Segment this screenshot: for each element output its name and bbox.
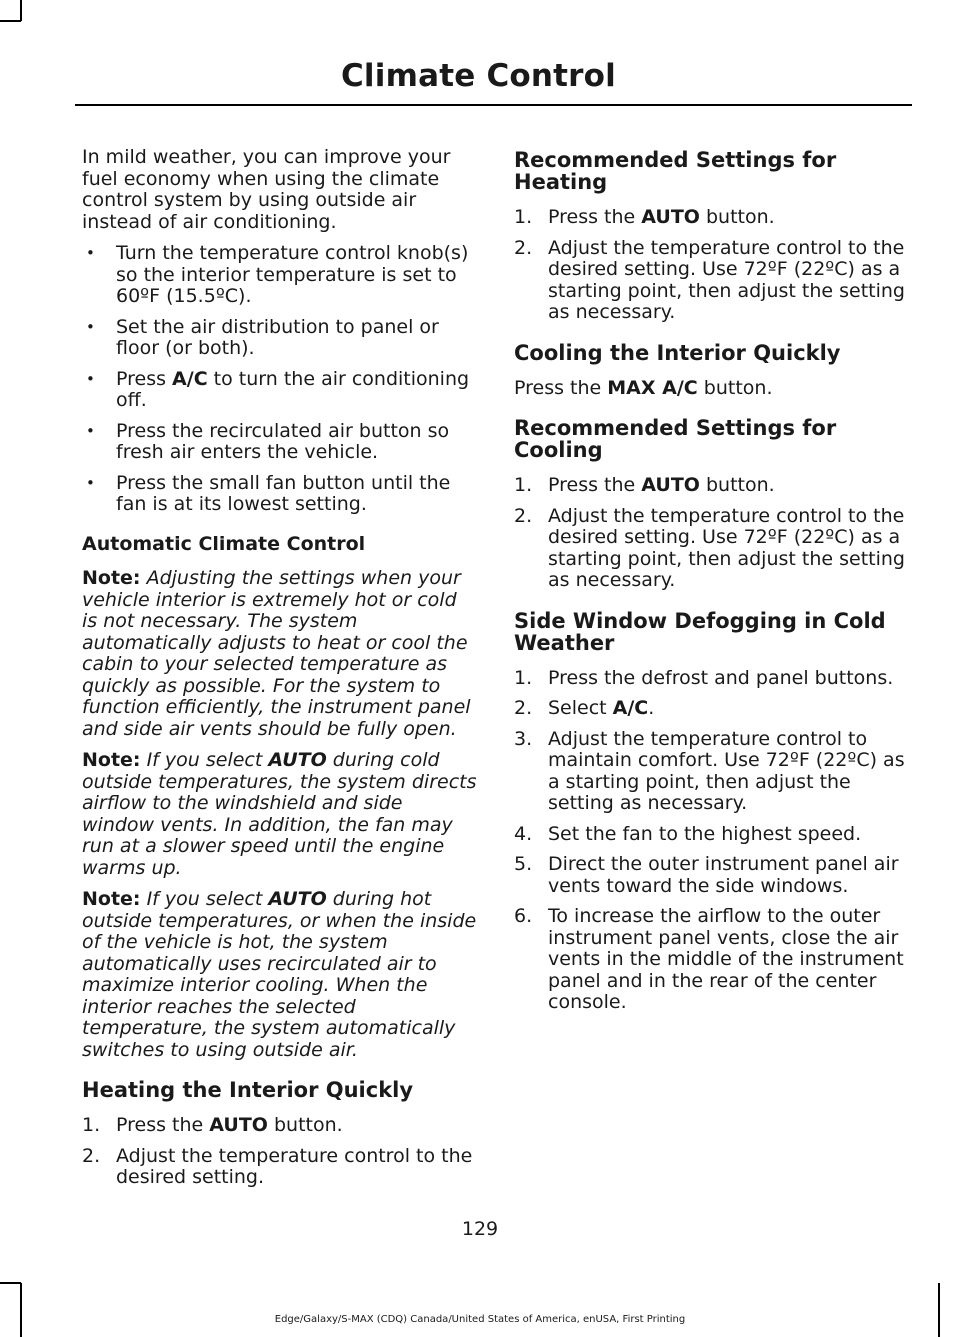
- crop-mark: [0, 1282, 21, 1284]
- list-item: 2. Adjust the temperature control to the desired setting. Use 72ºF (22ºC) as a starting point, then adjust the setting as necessary.: [514, 236, 905, 323]
- intro-paragraph: In mild weather, you can improve your fuel economy when using the climate control system by using outside air instead of air conditioning.: [82, 146, 451, 233]
- crop-mark: [0, 20, 21, 22]
- list-item: • Turn the temperature control knob(s) so the interior temperature is set to 60ºF (15.5ºC).: [82, 243, 477, 308]
- list-item: 1. Press the AUTO button.: [82, 1114, 343, 1136]
- list-item: 5. Direct the outer instrument panel air vents toward the side windows.: [514, 853, 899, 897]
- section-heading-recommended-cooling: Recommended Settings for Cooling: [514, 416, 837, 462]
- crop-mark: [20, 1283, 22, 1337]
- cooling-quickly-paragraph: Press the MAX A/C button.: [514, 376, 773, 399]
- list-item: • Press A/C to turn the air conditioning off.: [82, 369, 477, 412]
- list-item: • Set the air distribution to panel or floor (or both).: [82, 317, 477, 360]
- list-item: 2. Adjust the temperature control to the desired setting. Use 72ºF (22ºC) as a starting point, then adjust the setting as necessary.: [514, 504, 905, 591]
- section-heading-side-window-defogging: Side Window Defogging in Cold Weather: [514, 608, 886, 655]
- note-paragraph: Note: Adjusting the settings when your vehicle interior is extremely hot or cold is not necessary. The system automatically adjusts to heat or cool the cabin to your selected temperature as quickly as possible. For the system to function efficiently, the instrument panel and side air vents should be fully open.: [82, 567, 471, 740]
- defogging-steps: [514, 668, 909, 1014]
- crop-mark: [938, 1283, 940, 1337]
- list-item: 2. Select A/C.: [514, 697, 655, 719]
- note-paragraph: Note: If you select AUTO during hot outside temperatures, or when the inside of the vehicle is hot, the system automatically uses recirculated air to maximize interior cooling. When the interior reaches the selected temperature, the system automatically switches to using outside air.: [82, 888, 477, 1061]
- list-item: 3. Adjust the temperature control to maintain comfort. Use 72ºF (22ºC) as a starting point, then adjust the setting as necessary.: [514, 727, 905, 814]
- list-item: 2. Adjust the temperature control to the desired setting.: [82, 1144, 473, 1188]
- recommended-heating-steps: [514, 207, 909, 324]
- list-item: 1. Press the AUTO button.: [514, 474, 775, 496]
- section-heading-automatic-climate-control: Automatic Climate Control: [82, 532, 366, 555]
- list-item: 4. Set the fan to the highest speed.: [514, 822, 862, 845]
- list-item: • Press the small fan button until the fan is at its lowest setting.: [82, 473, 477, 516]
- header-rule: [75, 104, 912, 106]
- list-item: 6. To increase the airflow to the outer instrument panel vents, close the air vents in the middle of the instrument panel and in the rear of the center console.: [514, 905, 904, 1013]
- page-title: Climate Control: [340, 58, 616, 94]
- list-item: 1. Press the defrost and panel buttons.: [514, 666, 894, 689]
- crop-mark: [20, 0, 22, 21]
- right-column: [514, 147, 909, 1024]
- fuel-economy-bullets: [82, 243, 477, 516]
- section-heading-cooling-quickly: Cooling the Interior Quickly: [514, 340, 841, 365]
- list-item: 1. Press the AUTO button.: [514, 206, 775, 228]
- left-column: [82, 147, 477, 1199]
- note-paragraph: Note: If you select AUTO during cold outside temperatures, the system directs airflow to the windshield and side window vents. In addition, the fan may run at a slower speed until the engine warms up.: [82, 749, 477, 879]
- section-heading-heating-quickly: Heating the Interior Quickly: [82, 1078, 414, 1102]
- list-item: • Press the recirculated air button so fresh air enters the vehicle.: [82, 421, 477, 464]
- heating-quickly-steps: [82, 1115, 477, 1189]
- page-number: 129: [461, 1218, 499, 1240]
- section-heading-recommended-heating: Recommended Settings for Heating: [514, 148, 837, 194]
- edition-footer: Edge/Galaxy/S-MAX (CDQ) Canada/United States of America, enUSA, First Printing: [274, 1314, 686, 1325]
- recommended-cooling-steps: [514, 475, 909, 592]
